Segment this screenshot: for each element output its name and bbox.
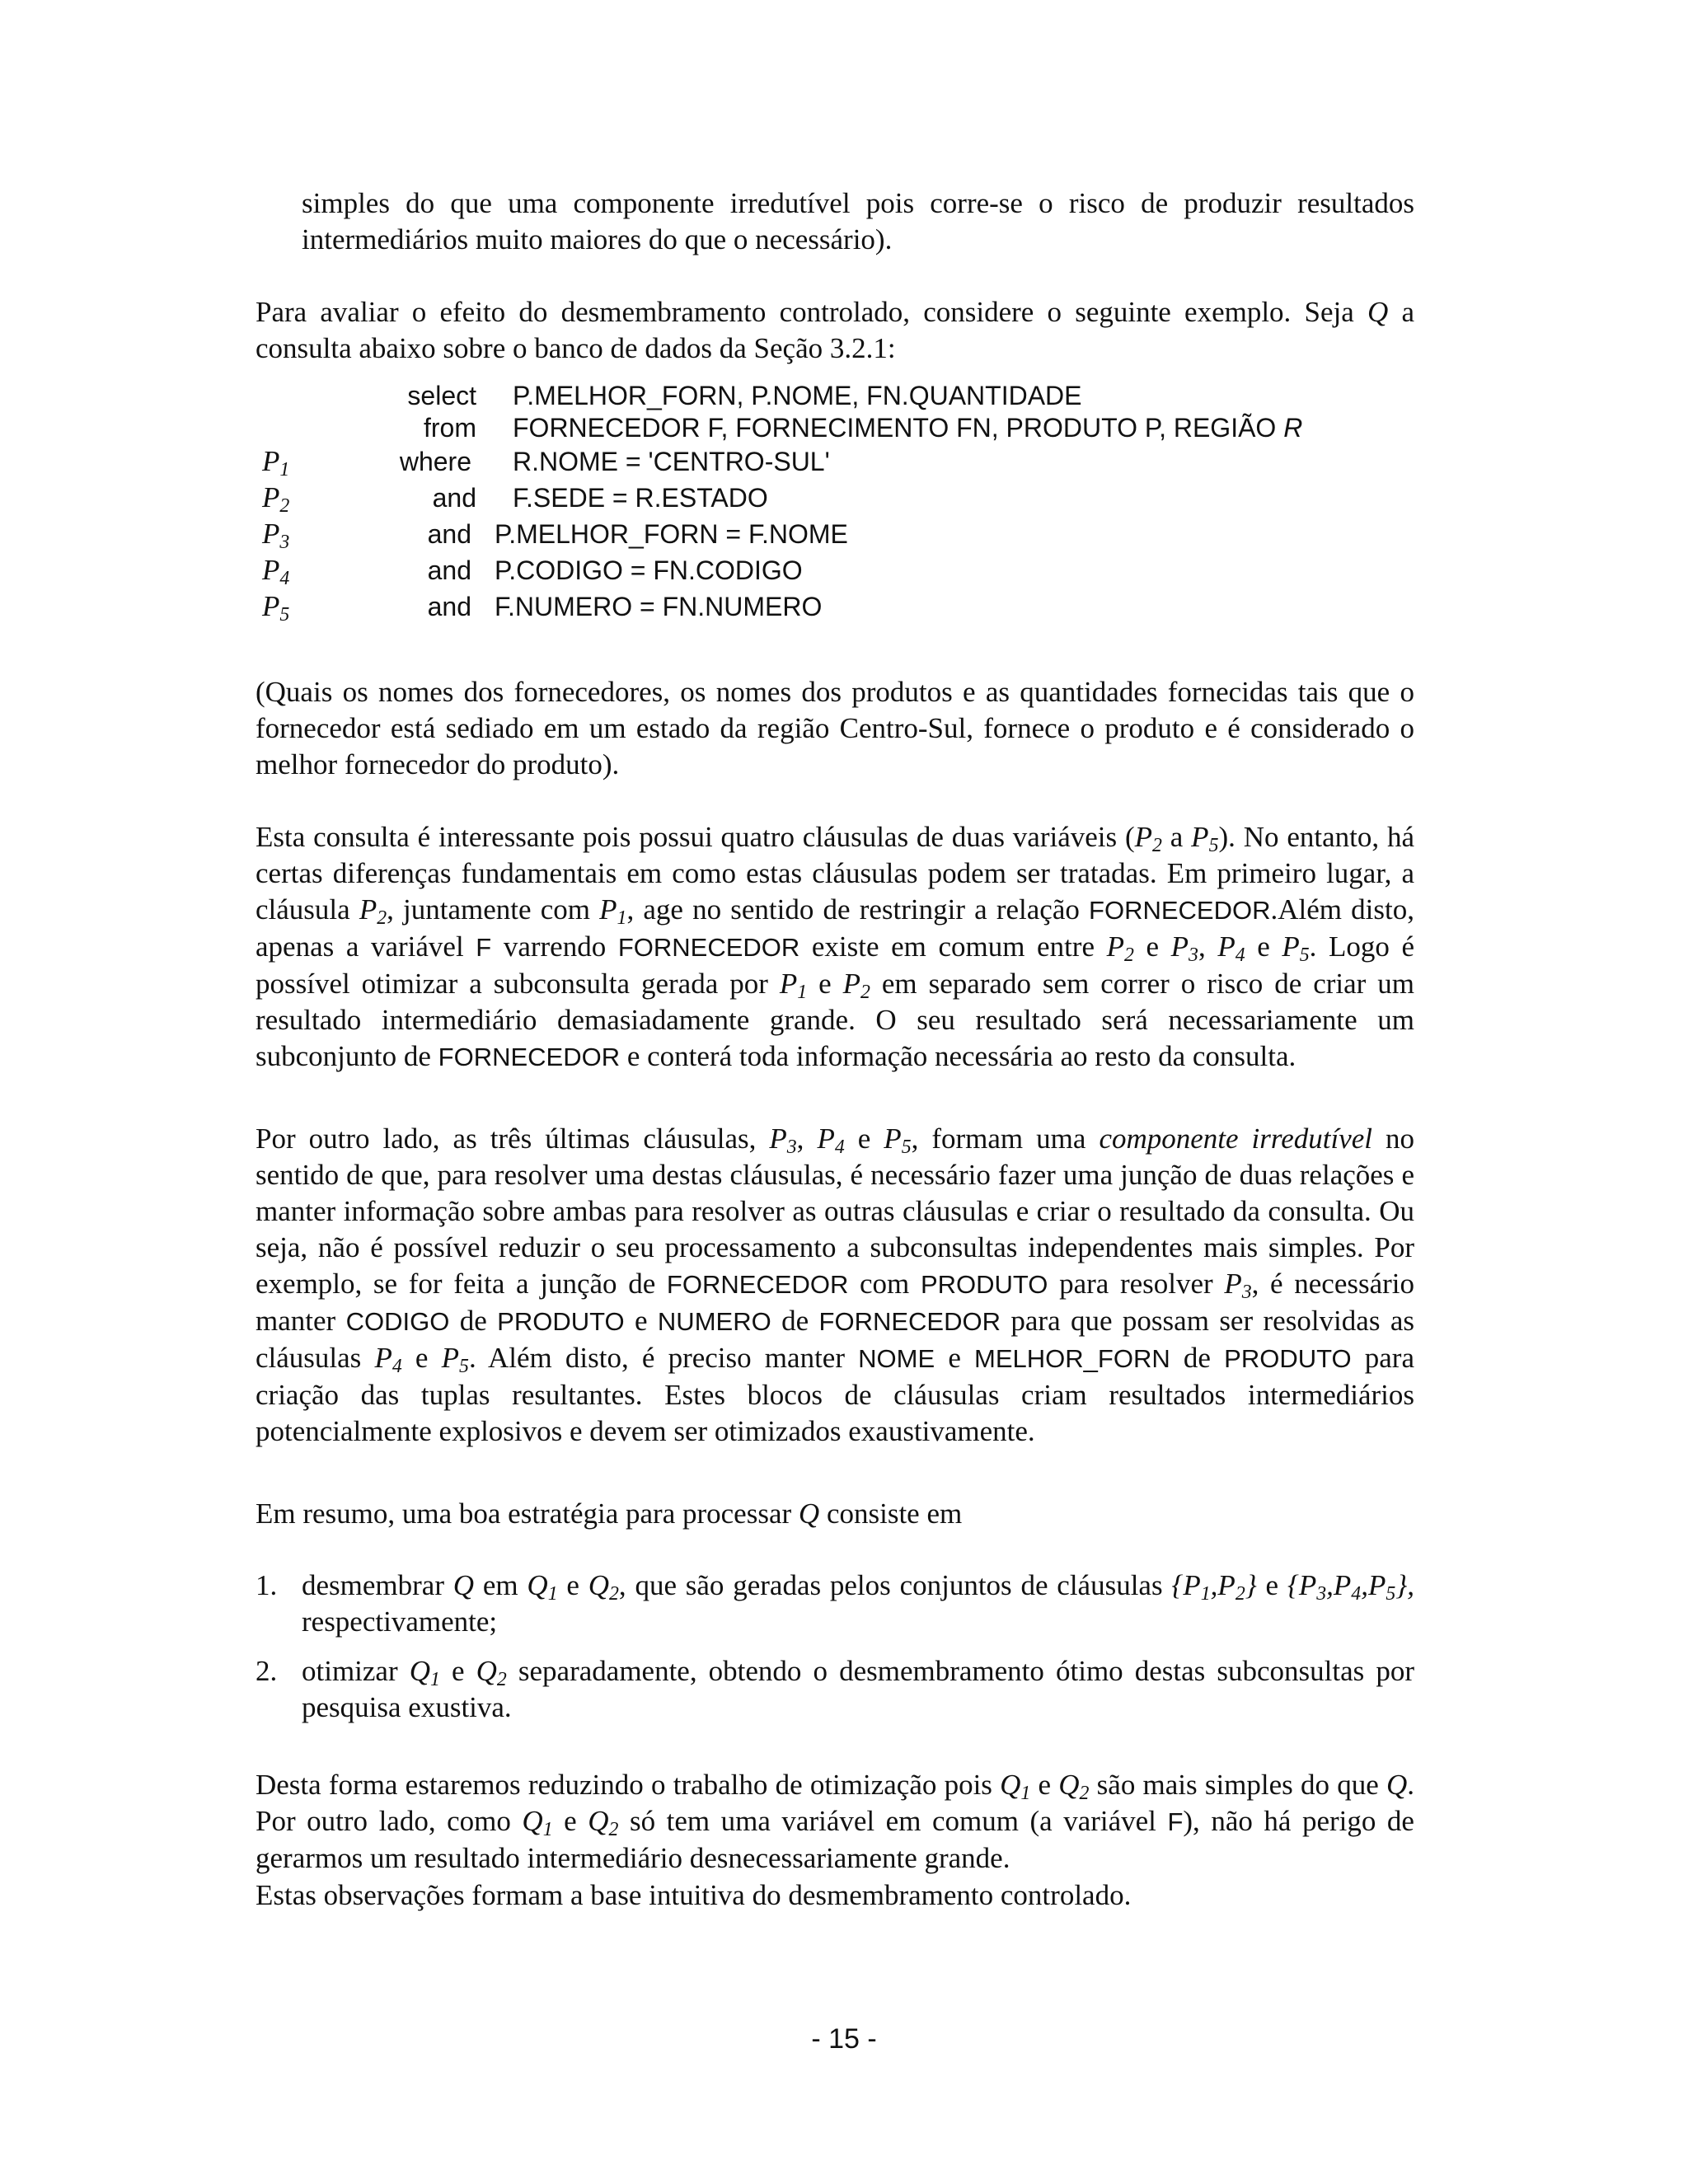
sql-clause: R.NOME = 'CENTRO-SUL' — [513, 447, 830, 476]
sql-clause: F.SEDE = R.ESTADO — [513, 483, 768, 513]
predicate-label: $P_5$ — [262, 590, 290, 626]
paragraph-final: Estas observações formam a base intuitiva do desmembramento controlado. — [256, 1879, 1132, 1911]
list-number: 1. — [256, 1569, 278, 1601]
sql-keyword: from — [424, 413, 476, 443]
paragraph-analysis: Esta consulta é interessante pois possui quatro cláusulas de duas variáveis ($P_2$ a $P_5$). No entanto, há certas diferenças fundamentais em como estas cláusulas podem ser tratadas. Em primeiro lugar, a cláusula $P_2$, juntamente com $P_1$, age no sentido de restringir a relação FORNECEDOR.Além disto, apenas a variável F varrendo FORNECEDOR existe em comum entre $P_2$ e $P_3$, $P_4$ e $P_5$. Logo é possível otimizar a subconsulta gerada por $P_1$ e $P_2$ em separado sem correr o risco de criar um resultado intermediário demasiadamente grande. O seu resultado será necessariamente um subconjunto de FORNECEDOR e conterá toda informação necessária ao resto da consulta. — [256, 821, 1415, 1072]
list-item-text: otimizar $Q_1$ e $Q_2$ separadamente, obtendo o desmembramento ótimo destas subconsultas por pesquisa exustiva. — [302, 1655, 1414, 1723]
sql-keyword: and — [432, 483, 476, 513]
paragraph-intro: Para avaliar o efeito do desmembramento controlado, considere o seguinte exemplo. Seja Q a consulta abaixo sobre o banco de dados da Seção 3.2.1: — [256, 296, 1414, 364]
page-number: - 15 - — [811, 2023, 877, 2055]
paragraph-continuation: simples do que uma componente irredutível pois corre-se o risco de produzir resultados intermediários muito maiores do que o necessário). — [302, 187, 1414, 255]
sql-keyword: where — [399, 447, 471, 476]
predicate-label: $P_2$ — [262, 481, 290, 517]
paragraph-conclusion: Desta forma estaremos reduzindo o trabalho de otimização pois $Q_1$ e $Q_2$ são mais simples do que Q. Por outro lado, como $Q_1$ e $Q_2$ só tem uma variável em comum (a variável F), não há perigo de gerarmos um resultado intermediário desnecessariamente grande. — [256, 1769, 1414, 1874]
sql-keyword: and — [427, 592, 471, 621]
predicate-label: $P_4$ — [262, 554, 290, 589]
paragraph-summary: Em resumo, uma boa estratégia para processar Q consiste em — [256, 1497, 963, 1530]
sql-clause: P.MELHOR_FORN, P.NOME, FN.QUANTIDADE — [513, 381, 1082, 410]
sql-clause: P.MELHOR_FORN = F.NOME — [495, 519, 848, 549]
predicate-label: $P_3$ — [262, 518, 290, 553]
paragraph-irreducible: Por outro lado, as três últimas cláusulas, $P_3$, $P_4$ e $P_5$, formam uma componente irredutível no sentido de que, para resolver uma destas cláusulas, é necessário fazer uma junção de duas relações e manter informação sobre ambas para resolver as outras cláusulas e criar o resultado da consulta. Ou seja, não é possível reduzir o seu processamento a subconsultas independentes mais simples. Por exemplo, se for feita a junção de FORNECEDOR com PRODUTO para resolver $P_3$, é necessário manter CODIGO de PRODUTO e NUMERO de FORNECEDOR para que possam ser resolvidas as cláusulas $P_4$ e $P_5$. Além disto, é preciso manter NOME e MELHOR_FORN de PRODUTO para criação das tuplas resultantes. Estes blocos de cláusulas criam resultados intermediários potencialmente explosivos e devem ser otimizados exaustivamente. — [256, 1122, 1415, 1447]
sql-keyword: and — [427, 519, 471, 549]
predicate-label: $P_1$ — [262, 445, 290, 480]
list-number: 2. — [256, 1655, 278, 1687]
sql-clause: FORNECEDOR F, FORNECIMENTO FN, PRODUTO P, REGIÃO R — [513, 413, 1303, 443]
paragraph-query-meaning: (Quais os nomes dos fornecedores, os nomes dos produtos e as quantidades fornecidas tais que o fornecedor está sediado em um estado da região Centro-Sul, fornece o produto e é considerado o melhor fornecedor do produto). — [256, 676, 1414, 780]
sql-keyword: and — [427, 555, 471, 585]
list-item-text: desmembrar Q em $Q_1$ e $Q_2$, que são geradas pelos conjuntos de cláusulas $\{P_1,P_2\}$ e $\{P_3,P_4,P_5\}$, respectivamente; — [302, 1569, 1414, 1638]
sql-clause: P.CODIGO = FN.CODIGO — [495, 555, 803, 585]
sql-keyword: select — [407, 381, 476, 410]
sql-clause: F.NUMERO = FN.NUMERO — [495, 592, 823, 621]
